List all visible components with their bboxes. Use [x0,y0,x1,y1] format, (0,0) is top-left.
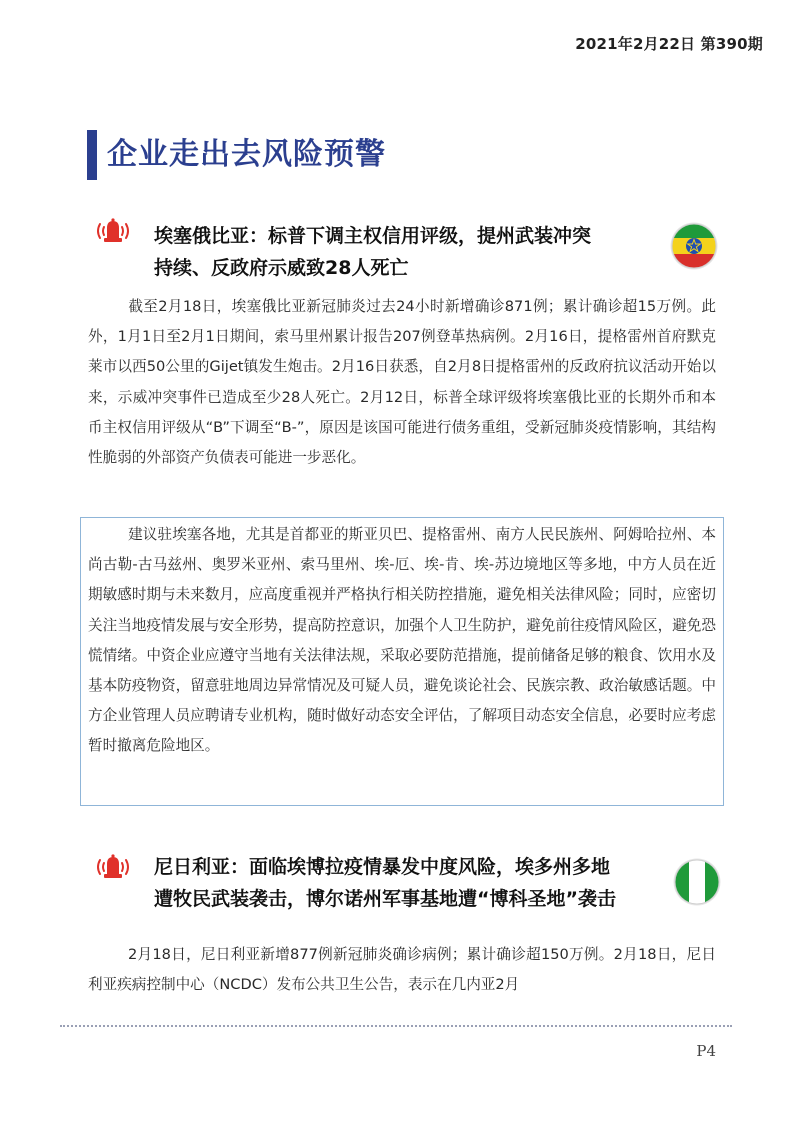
item-paragraph-nigeria: 2月18日，尼日利亚新增877例新冠肺炎确诊病例；累计确诊超150万例。2月18日，尼日利亚疾病控制中心（NCDC）发布公共卫生公告，表示在几内亚2月 [88,946,716,994]
item-title-ethiopia-line2: 持续、反政府示威致28人死亡 [154,257,409,279]
issue-date-line: 2021年2月22日 第390期 [575,35,763,53]
footer-divider [60,1025,732,1027]
advice-text-ethiopia: 建议驻埃塞各地，尤其是首都亚的斯亚贝巴、提格雷州、南方人民民族州、阿姆哈拉州、本尚古勒-古马兹州、奥罗米亚州、索马里州、埃-厄、埃-肯、埃-苏边境地区等多地，中方人员在近期敏感时期与未来数月，应高度重视并严格执行相关防控措施，避免相关法律风险；同时，应密切关注当地疫情发展与安全形势，提高防控意识，加强个人卫生防护，避免前往疫情风险区，避免恐慌情绪。中资企业应遵守当地有关法律法规，采取必要防范措施，提前储备足够的粮食、饮用水及基本防疫物资，留意驻地周边异常情况及可疑人员，避免谈论社会、民族宗教、政治敏感话题。中方企业管理人员应聘请专业机构，随时做好动态安全评估，了解项目动态安全信息，必要时应考虑暂时撤离危险地区。 [88,526,716,755]
alarm-bell-icon [94,852,132,882]
item-title-nigeria-line1: 尼日利亚：面临埃博拉疫情暴发中度风险，埃多州多地 [154,856,611,878]
section-title: 企业走出去风险预警 [107,137,386,172]
section-title-accent-bar [87,130,97,180]
item-title-nigeria-line2: 遭牧民武装袭击，博尔诺州军事基地遭“博科圣地”袭击 [154,888,616,910]
page-number: P4 [696,1042,716,1060]
ethiopia-flag-icon [670,222,718,270]
nigeria-flag-icon [673,858,721,906]
item-paragraph-ethiopia: 截至2月18日，埃塞俄比亚新冠肺炎过去24小时新增确诊871例；累计确诊超15万例。此外，1月1日至2月1日期间，索马里州累计报告207例登革热病例。2月16日，提格雷州首府默克莱市以西50公里的Gijet镇发生炮击。2月16日获悉，自2月8日提格雷州的反政府抗议活动开始以来，示威冲突事件已造成至少28人死亡。2月12日，标普全球评级将埃塞俄比亚的长期外币和本币主权信用评级从“B”下调至“B-”，原因是该国可能进行债务重组，受新冠肺炎疫情影响，其结构性脆弱的外部资产负债表可能进一步恶化。 [88,298,716,467]
item-title-ethiopia-line1: 埃塞俄比亚：标普下调主权信用评级，提州武装冲突 [154,225,592,247]
alarm-bell-icon [94,216,132,246]
